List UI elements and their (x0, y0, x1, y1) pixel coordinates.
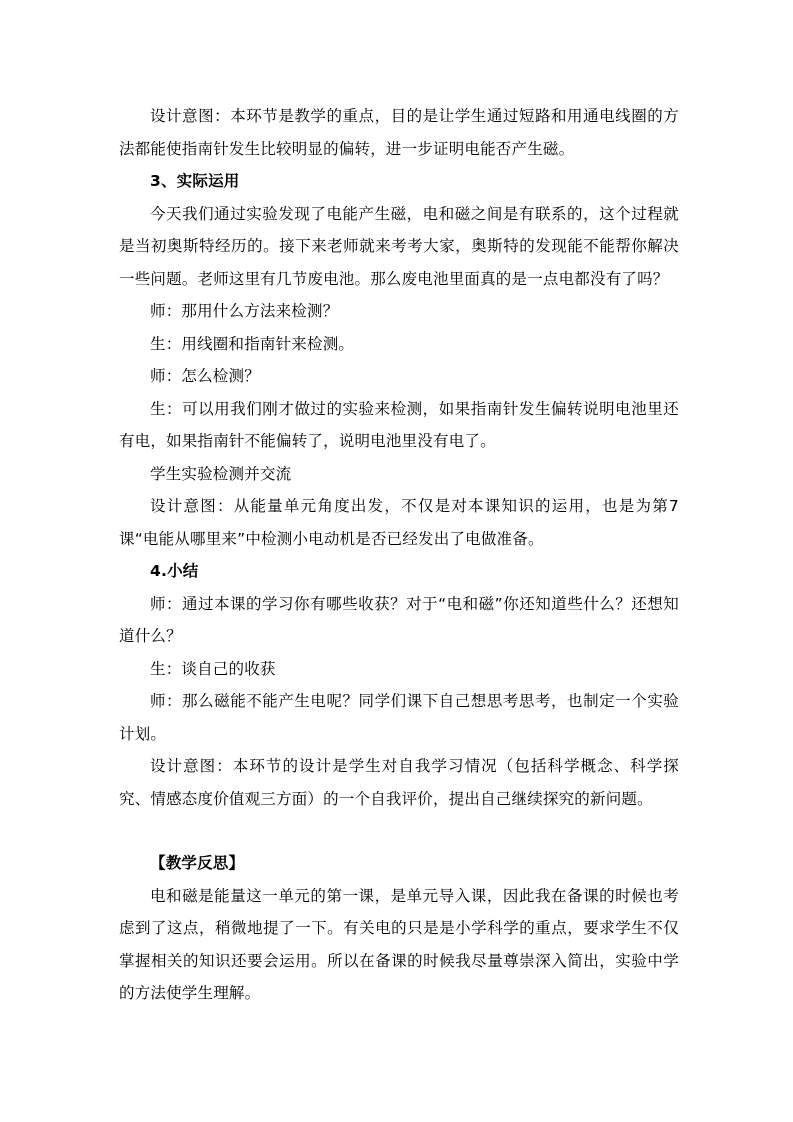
reflection-heading: 【教学反思】 (150, 854, 245, 872)
dialogue-student-3: 生：谈自己的收获 (150, 659, 276, 678)
student-experiment-line: 学生实验检测并交流 (150, 464, 292, 483)
design-intent-paragraph-3: 设计意图：本环节的设计是学生对自我学习情况（包括科学概念、科学探究、情感态度价值观三方面）的一个自我评价，提出自己继续探究的新问题。 (119, 757, 679, 808)
body-paragraph-oersted: 今天我们通过实验发现了电能产生磁，电和磁之间是有联系的，这个过程就是当初奥斯特经历的。接下来老师就来考考大家，奥斯特的发现能不能帮你解决一些问题。老师这里有几节废电池。那么废电池里面真的是一点电都没有了吗？ (119, 204, 679, 288)
section-spacer (119, 815, 679, 847)
dialogue-teacher-2: 师：怎么检测？ (150, 367, 260, 385)
dialogue-teacher-1: 师：那用什么方法来检测？ (150, 302, 339, 320)
dialogue-student-1: 生：用线圈和指南针来检测。 (150, 334, 355, 353)
dialogue-teacher-3: 师：通过本课的学习你有哪些收获？对于“电和磁”你还知道些什么？还想知道什么？ (119, 594, 679, 645)
section-heading-practical-application: 3、实际运用 (150, 172, 240, 190)
design-intent-paragraph-2: 设计意图：从能量单元角度出发，不仅是对本课知识的运用，也是为第7课“电能从哪里来”中检测小电动机是否已经发出了电做准备。 (119, 497, 679, 548)
document-body (119, 100, 679, 1010)
section-heading-summary: 4.小结 (150, 562, 199, 580)
dialogue-teacher-4: 师：那么磁能不能产生电呢？同学们课下自己想思考思考，也制定一个实验计划。 (119, 692, 679, 743)
reflection-body: 电和磁是能量这一单元的第一课，是单元导入课，因此我在备课的时候也考虑到了这点，稍微地提了一下。有关电的只是是小学科学的重点，要求学生不仅掌握相关的知识还要会运用。所以在备课的时候我尽量尊崇深入简出，实验中学的方法使学生理解。 (119, 886, 679, 1002)
design-intent-paragraph-1: 设计意图：本环节是教学的重点，目的是让学生通过短路和用通电线圈的方法都能使指南针发生比较明显的偏转，进一步证明电能否产生磁。 (119, 107, 679, 158)
dialogue-student-2: 生：可以用我们刚才做过的实验来检测，如果指南针发生偏转说明电池里还有电，如果指南针不能偏转了，说明电池里没有电了。 (119, 399, 679, 450)
